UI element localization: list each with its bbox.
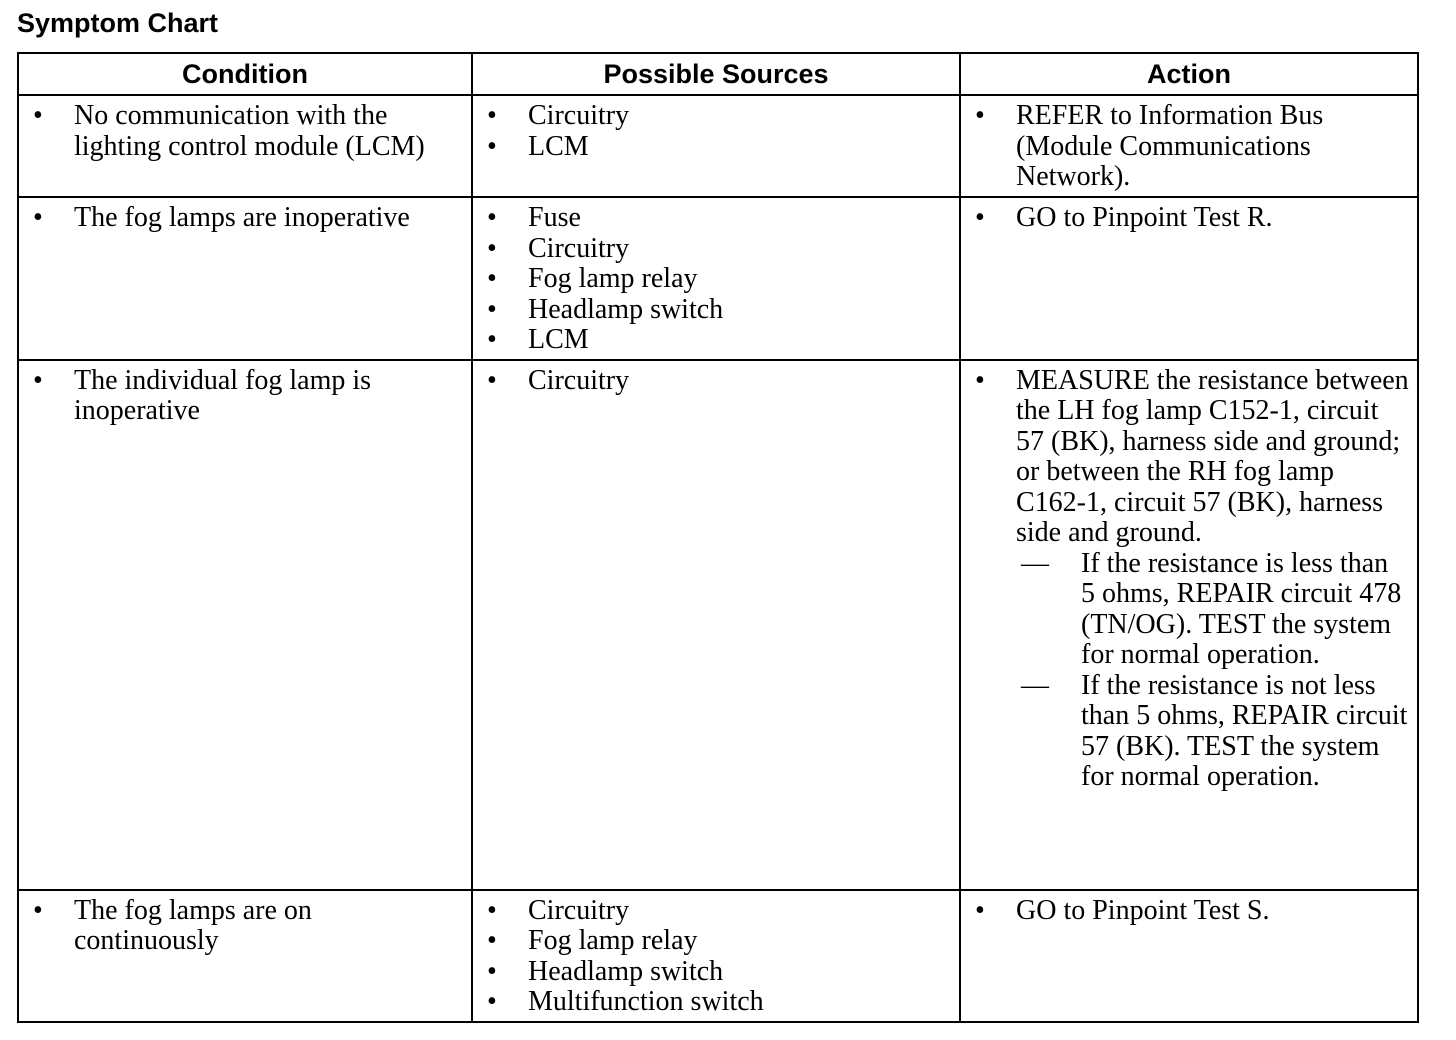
action-cell: [960, 197, 1418, 360]
table-header-row: [18, 53, 1418, 95]
action-cell: [960, 360, 1418, 890]
source-item: • Fog lamp relay: [473, 264, 959, 295]
sources-cell: [472, 197, 960, 360]
source-item: • Fog lamp relay: [473, 926, 959, 957]
condition-text: • The individual fog lamp is inoperative: [19, 366, 471, 427]
sub-action-list: [1016, 549, 1409, 793]
table-row: [18, 360, 1418, 890]
source-item: • Fuse: [473, 203, 959, 234]
condition-text: • The fog lamps are on continuously: [19, 896, 471, 957]
header-condition: Condition: [18, 53, 472, 95]
sources-cell: [472, 95, 960, 197]
header-possible-sources: Possible Sources: [472, 53, 960, 95]
sources-cell: [472, 890, 960, 1022]
condition-cell: [18, 360, 472, 890]
action-text: • GO to Pinpoint Test R.: [961, 203, 1417, 234]
source-item: • LCM: [473, 325, 959, 356]
table-row: [18, 890, 1418, 1022]
condition-cell: [18, 95, 472, 197]
source-item: • LCM: [473, 132, 959, 163]
source-item: • Headlamp switch: [473, 957, 959, 988]
action-text: • GO to Pinpoint Test S.: [961, 896, 1417, 927]
source-item: • Circuitry: [473, 366, 959, 397]
source-item: • Circuitry: [473, 234, 959, 265]
table-row: [18, 197, 1418, 360]
action-cell: [960, 890, 1418, 1022]
condition-text: • The fog lamps are inoperative: [19, 203, 471, 234]
condition-cell: [18, 197, 472, 360]
table-row: [18, 95, 1418, 197]
source-item: • Multifunction switch: [473, 987, 959, 1018]
header-action: Action: [960, 53, 1418, 95]
source-item: • Headlamp switch: [473, 295, 959, 326]
sub-action-item: — If the resistance is less than 5 ohms, REPAIR circuit 478 (TN/OG). TEST the system for normal operation.: [1016, 549, 1409, 671]
source-item: • Circuitry: [473, 101, 959, 132]
action-text: MEASURE the resistance between the LH fog lamp C152-1, circuit 57 (BK), harness side and ground; or between the RH fog lamp C162-1, circuit 57 (BK), harness side and ground.: [1016, 364, 1409, 548]
chart-title: Symptom Chart: [17, 8, 219, 38]
sub-action-item: — If the resistance is not less than 5 ohms, REPAIR circuit 57 (BK). TEST the system for normal operation.: [1016, 671, 1409, 793]
action-item: [961, 366, 1417, 793]
symptom-chart-table: [17, 52, 1419, 1023]
action-cell: [960, 95, 1418, 197]
condition-text: • No communication with the lighting control module (LCM): [19, 101, 471, 162]
condition-cell: [18, 890, 472, 1022]
sources-cell: [472, 360, 960, 890]
source-item: • Circuitry: [473, 896, 959, 927]
action-text: • REFER to Information Bus (Module Communications Network).: [961, 101, 1417, 193]
